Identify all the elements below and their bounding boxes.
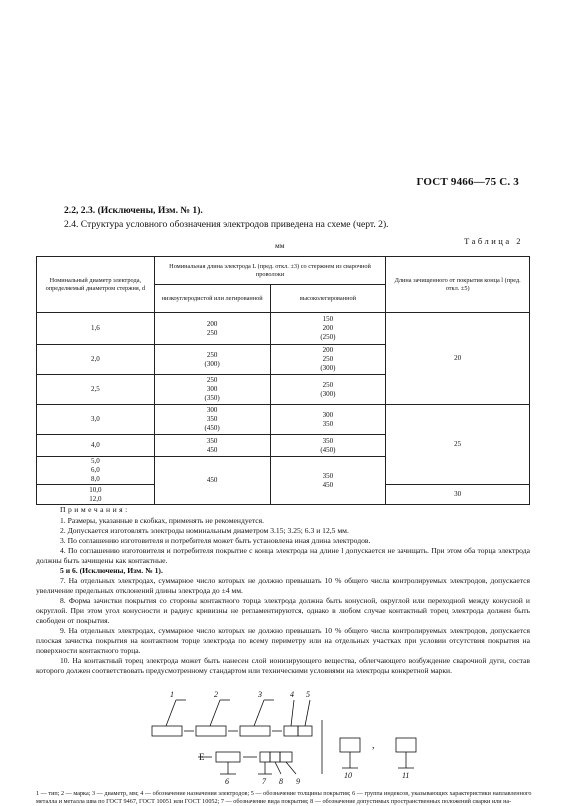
table-cell: 30 [386, 485, 530, 505]
scheme-caption: 1 — тип; 2 — марка; 3 — диаметр, мм; 4 — обозначение назначения электродов; 5 — обозначение толщины покрытия; 6 — группа индексов, указывающих характеристики наплавленного металла и металла шва по ГОСТ 9467, ГОСТ 10051 или ГОСТ 10052; 7 — обозначение вида покрытия; 8 — обозначение допустимых пространственных положений сварки или на- [36, 790, 532, 805]
note-3: 3. По соглашению изготовителя и потребителя может быть установлена иная длина электродов. [60, 536, 371, 545]
table-cell: 2,0 [37, 345, 155, 375]
svg-text:,: , [372, 740, 375, 751]
table-cell: 3,0 [37, 405, 155, 435]
header-diameter: Номинальный диаметр электрода, определяемый диаметром стержня, d [37, 257, 155, 313]
scheme-box [298, 726, 312, 736]
scheme-label-3: 3 [258, 690, 262, 699]
header-length: Номинальная длина электрода L (пред. откл. ±3) со стержнем из сварочной проволоки [154, 257, 386, 285]
scheme-label-9: 9 [296, 777, 300, 786]
table-cell: 300 350 (450) [154, 405, 270, 435]
scheme-box [260, 752, 270, 762]
paragraph-2-4: 2.4. Структура условного обозначения электродов приведена на схеме (черт. 2). [64, 219, 389, 230]
table-cell: 250 (300) [270, 375, 386, 405]
scheme-box [340, 738, 360, 752]
table-cell: 350 (450) [270, 435, 386, 457]
table-cell: 250 (300) [154, 345, 270, 375]
scheme-label-5: 5 [306, 690, 310, 699]
electrode-table [36, 256, 530, 505]
table-cell: 450 [154, 457, 270, 505]
scheme-box [216, 752, 240, 762]
table-cell: 300 350 [270, 405, 386, 435]
table-label: Таблица 2 [464, 236, 523, 246]
scheme-label-1: 1 [170, 690, 174, 699]
table-cell: 350 450 [270, 457, 386, 505]
note-1: 1. Размеры, указанные в скобках, применять не рекомендуется. [60, 516, 265, 525]
table-cell: 5,0 6,0 8,0 [37, 457, 155, 485]
scheme-label-6: 6 [225, 777, 229, 786]
scheme-box [284, 726, 298, 736]
scheme-box [240, 726, 270, 736]
table-cell: 4,0 [37, 435, 155, 457]
scheme-box [270, 752, 280, 762]
table-cell: 250 300 (350) [154, 375, 270, 405]
unit-label: мм [275, 241, 285, 250]
scheme-label-2: 2 [214, 690, 218, 699]
header-low-carbon: низкоуглеродистой или легированной [154, 285, 270, 313]
page-header: ГОСТ 9466—75 С. 3 [416, 176, 519, 188]
scheme-label-11: 11 [402, 771, 410, 780]
table-cell: 25 [386, 405, 530, 485]
scheme-e-label: Е [199, 752, 205, 762]
paragraph-2-2: 2.2, 2.3. (Исключены, Изм. № 1). [64, 205, 203, 216]
table-cell: 20 [386, 313, 530, 405]
table-cell: 150 200 (250) [270, 313, 386, 345]
scheme-box [280, 752, 292, 762]
header-bare-length: Длина зачищенного от покрытия конца l (пред. откл. ±5) [386, 257, 530, 313]
header-high-alloy: высоколегированной [270, 285, 386, 313]
table-cell: 350 450 [154, 435, 270, 457]
paragraph-9: 9. На отдельных электродах, суммарное число которых не должно превышать 10 % общего числа контролируемых электродов, допускается плоская зачистка покрытия на контактном торце электрода по всему периметру или на отдельных участках при условии отсутствия покрытия на поверхности контактного торца. [36, 626, 530, 655]
notes-title: Примечания: [60, 505, 130, 514]
paragraph-7: 7. На отдельных электродах, суммарное число которых не должно превышать 10 % общего числа контролируемых электродов, допускается увеличение предельных отклонений длины электрода до ±4 мм. [36, 576, 530, 595]
scheme-label-4: 4 [290, 690, 294, 699]
paragraph-8: 8. Форма зачистки покрытия со стороны контактного торца электрода должна быть конусной, округлой или переходной между конусной и округлой. При этом угол конусности и радиус кривизны не регламентируются, однако в любом случае контактный торец электрода должен быть свободен от покрытия. [36, 596, 530, 625]
table-cell: 200 250 (300) [270, 345, 386, 375]
table-cell: 2,5 [37, 375, 155, 405]
scheme-label-10: 10 [344, 771, 352, 780]
designation-scheme [0, 684, 565, 788]
note-4: 4. По соглашению изготовителя и потребителя покрытие с конца электрода на длине l допускается не зачищать. При этом оба торца электрода должны быть зачищены как контактные. [36, 546, 530, 565]
table-cell: 1,6 [37, 313, 155, 345]
paragraph-5-6: 5 и 6. (Исключены, Изм. № 1). [60, 566, 163, 575]
scheme-box [196, 726, 226, 736]
scheme-label-7: 7 [262, 777, 266, 786]
scheme-box [152, 726, 182, 736]
table-cell: 200 250 [154, 313, 270, 345]
paragraph-10: 10. На контактный торец электрода может быть нанесен слой ионизирующего вещества, облегчающего возбуждение сварочной дуги, состав которого должен соответствовать предусмотренному стандартом или техническими условиями на электроды конкретной марки. [36, 656, 530, 675]
note-2: 2. Допускается изготовлять электроды номинальным диаметром 3.15; 3.25; 6.3 и 12,5 мм. [60, 526, 349, 535]
scheme-box [396, 738, 416, 752]
table-cell: 10,0 12,0 [37, 485, 155, 505]
scheme-label-8: 8 [279, 777, 283, 786]
